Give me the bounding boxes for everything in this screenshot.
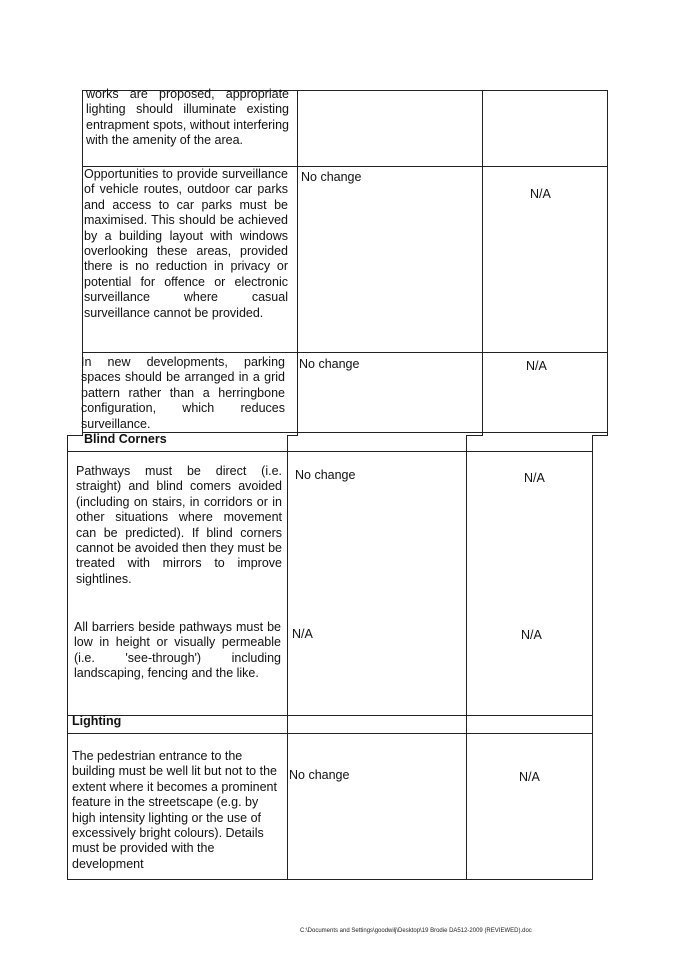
status-cell-entrance: N/A xyxy=(519,770,540,784)
change-cell-parking-grid: No change xyxy=(299,357,360,371)
table-border-right xyxy=(607,90,608,435)
table-step-mid2 xyxy=(466,435,483,436)
table-border-left-lower xyxy=(67,435,68,880)
change-cell-pathways: No change xyxy=(295,468,356,482)
requirement-cell-entrance: The pedestrian entrance to the building must be well lit but not to the extent where it becomes a prominent feature in the streetscape (e.g. by high intensity lighting or the use of excessively bright colours). Details must be provided with the development xyxy=(72,749,277,871)
section-heading-blind-corners: Blind Corners xyxy=(84,432,167,446)
requirement-cell-parking-grid: In new developments, parking spaces should be arranged in a grid pattern rather than a herringbone configuration, which reduces surveillance. xyxy=(81,355,285,431)
requirement-cell-pathways: Pathways must be direct (i.e. straight) and blind comers avoided (including on stairs, in corridors or in other situations where movement can be predicted). If blind corners cannot be avoided then they must be treated with mirrors to improve sightlines. xyxy=(76,464,282,586)
requirement-cell-entrapment: works are proposed, appropriate lighting should illuminate existing entrapment spots, without interfering with the amenity of the area. xyxy=(86,87,289,148)
status-cell-parking-grid: N/A xyxy=(526,359,547,373)
row-divider xyxy=(67,451,593,452)
requirement-cell-barriers: All barriers beside pathways must be low in height or visually permeable (i.e. 'see-through') including landscaping, fencing and the like. xyxy=(74,620,281,681)
table-border-right-lower xyxy=(592,435,593,880)
row-divider xyxy=(67,715,593,716)
change-cell-entrance: No change xyxy=(289,768,350,782)
status-cell-barriers: N/A xyxy=(521,628,542,642)
document-path-footer: C:\Documents and Settings\goodwilj\Desktop\19 Brodie DA512-2009 (REVIEWED).doc xyxy=(300,928,532,934)
table-bottom-border xyxy=(67,879,593,880)
change-cell-barriers: N/A xyxy=(292,627,313,641)
column-divider-2 xyxy=(482,90,483,435)
status-cell-vehicle-surveillance: N/A xyxy=(530,187,551,201)
table-step-left xyxy=(67,435,83,436)
table-step-mid1 xyxy=(287,435,298,436)
row-divider xyxy=(82,352,608,353)
section-heading-lighting: Lighting xyxy=(72,714,122,728)
table-step-right xyxy=(592,435,608,436)
column-divider-2-lower xyxy=(466,435,467,880)
status-cell-pathways: N/A xyxy=(524,471,545,485)
column-divider-1-lower xyxy=(287,435,288,880)
column-divider-1 xyxy=(297,90,298,435)
row-divider xyxy=(67,733,593,734)
change-cell-vehicle-surveillance: No change xyxy=(301,170,362,184)
requirement-cell-vehicle-surveillance: Opportunities to provide surveillance of vehicle routes, outdoor car parks and access to car parks must be maximised. This should be achieved by a building layout with windows overlooking these areas, provided there is no reduction in privacy or potential for offence or electronic surveillance where casual surveillance cannot be provided. xyxy=(84,167,288,320)
